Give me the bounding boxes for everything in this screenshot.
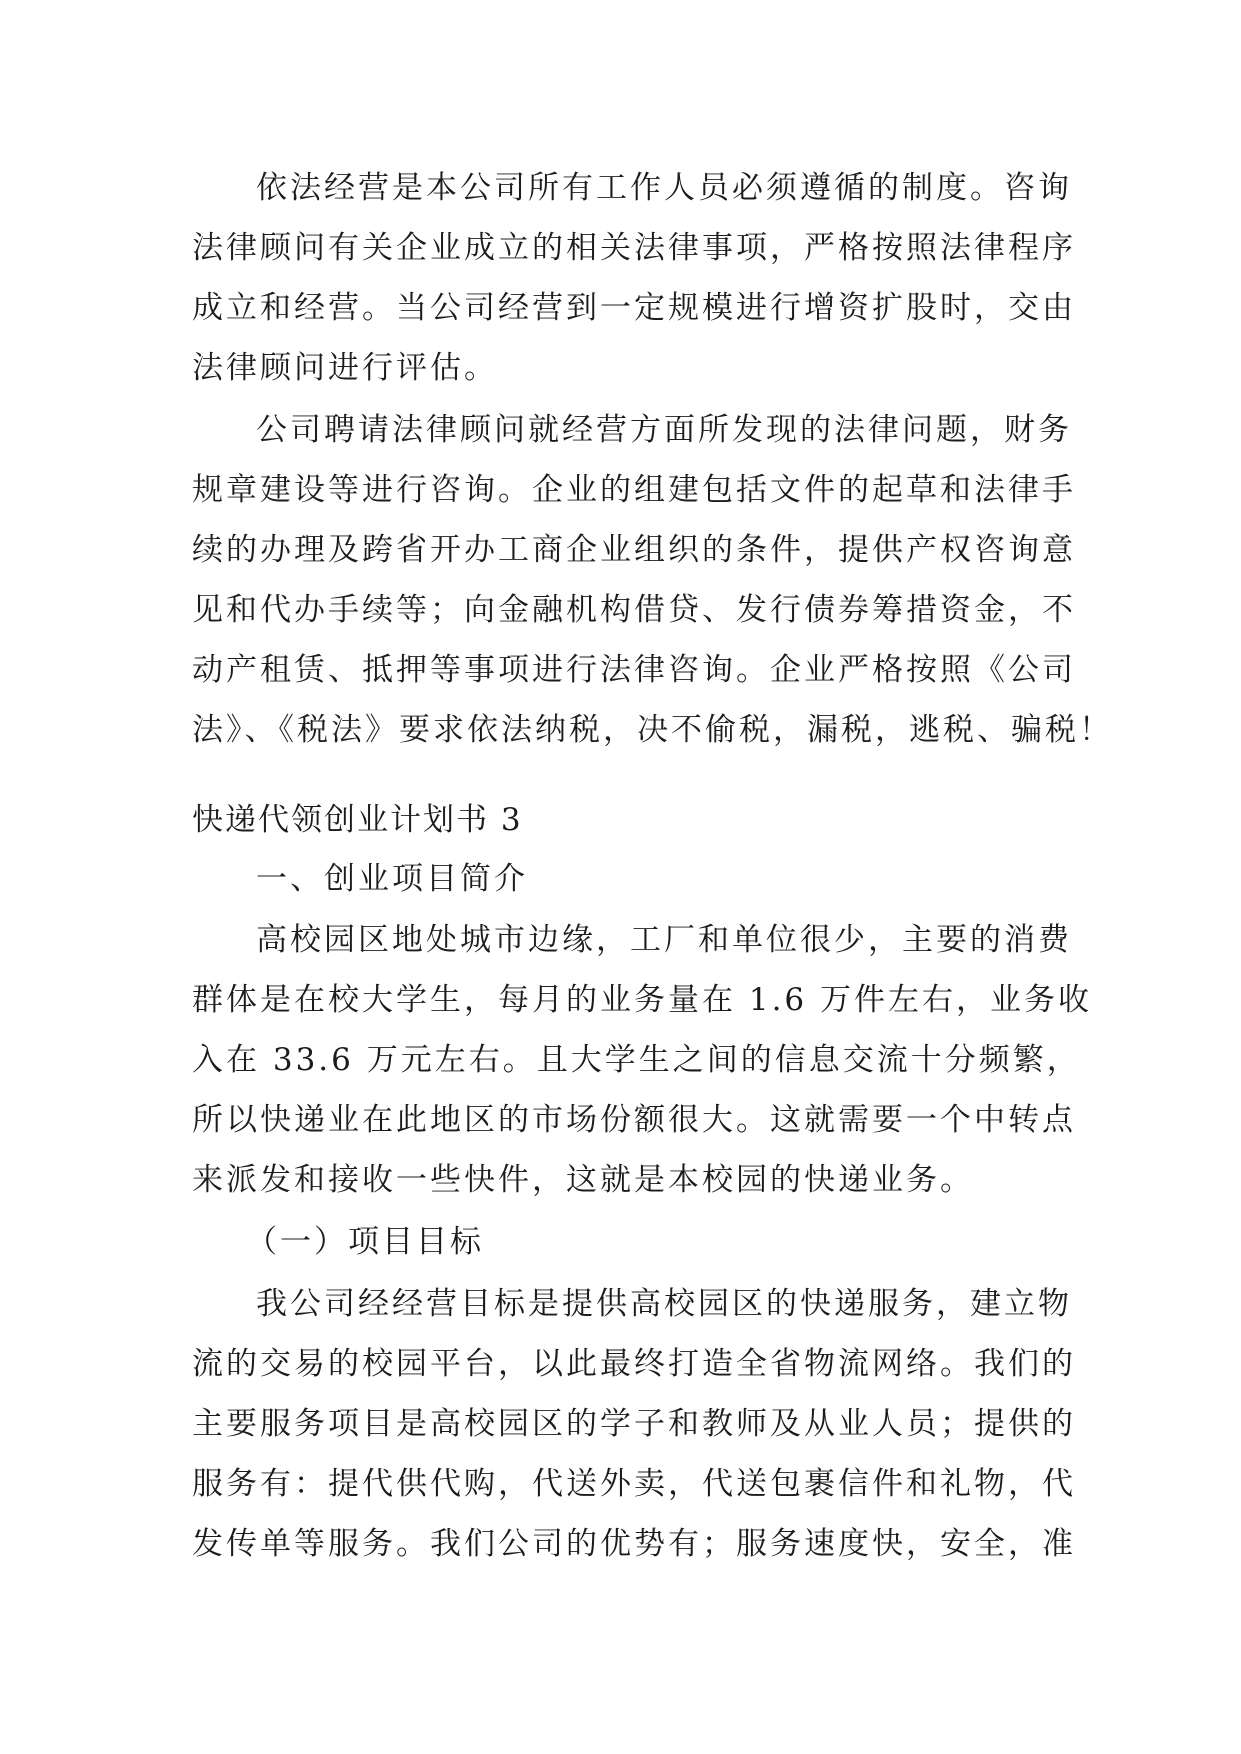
paragraph-2-line-2: 规章建设等进行咨询。企业的组建包括文件的起草和法律手: [192, 472, 1076, 508]
paragraph-1-line-3: 成立和经营。当公司经营到一定规模进行增资扩股时，交由: [192, 290, 1076, 326]
paragraph-3-line-4: 所以快递业在此地区的市场份额很大。这就需要一个中转点: [192, 1102, 1076, 1138]
paragraph-3-line-3: 入在 33.6 万元左右。且大学生之间的信息交流十分频繁，: [192, 1042, 1081, 1078]
paragraph-3-line-5: 来派发和接收一些快件，这就是本校园的快递业务。: [192, 1162, 974, 1198]
paragraph-4-line-2: 流的交易的校园平台，以此最终打造全省物流网络。我们的: [192, 1346, 1076, 1382]
section-title: 快递代领创业计划书 3: [192, 802, 523, 838]
paragraph-2-line-4: 见和代办手续等；向金融机构借贷、发行债券筹措资金，不: [192, 592, 1076, 628]
paragraph-4-line-3: 主要服务项目是高校园区的学子和教师及从业人员；提供的: [192, 1406, 1076, 1442]
heading-project-goal: （一）项目目标: [246, 1224, 484, 1260]
paragraph-1-line-4: 法律顾问进行评估。: [192, 350, 498, 386]
paragraph-2-line-1: 公司聘请法律顾问就经营方面所发现的法律问题，财务: [256, 412, 1072, 448]
paragraph-2-line-6: 法》、《税法》要求依法纳税，决不偷税，漏税，逃税、骗税！: [192, 712, 1113, 748]
paragraph-1-line-1: 依法经营是本公司所有工作人员必须遵循的制度。咨询: [256, 170, 1072, 206]
paragraph-4-line-1: 我公司经经营目标是提供高校园区的快递服务，建立物: [256, 1286, 1072, 1322]
paragraph-4-line-5: 发传单等服务。我们公司的优势有；服务速度快，安全，准: [192, 1526, 1076, 1562]
paragraph-3-line-2: 群体是在校大学生，每月的业务量在 1.6 万件左右，业务收: [192, 982, 1093, 1018]
paragraph-2-line-3: 续的办理及跨省开办工商企业组织的条件，提供产权咨询意: [192, 532, 1076, 568]
paragraph-1-line-2: 法律顾问有关企业成立的相关法律事项，严格按照法律程序: [192, 230, 1076, 266]
paragraph-3-line-1: 高校园区地处城市边缘，工厂和单位很少，主要的消费: [256, 922, 1072, 958]
heading-project-intro: 一、创业项目简介: [256, 861, 528, 897]
paragraph-4-line-4: 服务有：提代供代购，代送外卖，代送包裹信件和礼物，代: [192, 1466, 1076, 1502]
paragraph-2-line-5: 动产租赁、抵押等事项进行法律咨询。企业严格按照《公司: [192, 652, 1076, 688]
